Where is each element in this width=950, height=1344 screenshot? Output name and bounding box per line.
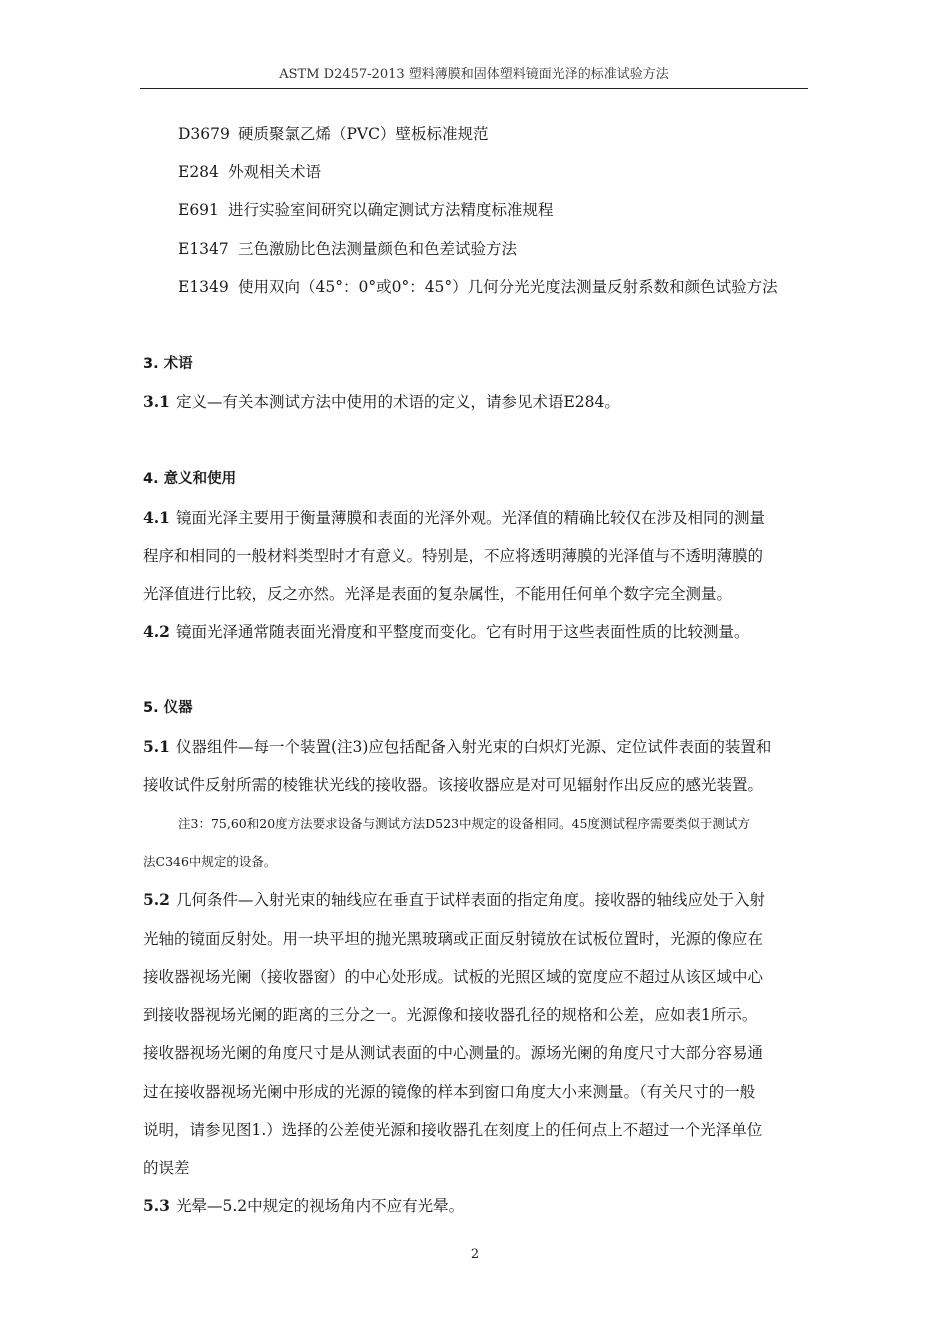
reference-text: 外观相关术语 [228, 163, 322, 181]
paragraph-5-3 [143, 1196, 464, 1216]
paragraph-5-2-line: 的误差 [143, 1159, 190, 1177]
paragraph-4-1-line [143, 508, 765, 528]
clause-number: 5.3 [143, 1196, 170, 1215]
reference-item [178, 239, 517, 259]
reference-text: 进行实验室间研究以确定测试方法精度标准规程 [228, 201, 554, 219]
clause-number: 5.1 [143, 737, 170, 756]
paragraph-5-2-line: 到接收器视场光阑的距离的三分之一。光源像和接收器孔径的规格和公差，应如表1所示。 [143, 1006, 758, 1024]
paragraph-5-2-line: 过在接收器视场光阑中形成的光源的镜像的样本到窗口角度大小来测量。（有关尺寸的一般 [143, 1083, 756, 1101]
paragraph-3-1 [143, 392, 620, 412]
running-header: ASTM D2457-2013 塑料薄膜和固体塑料镜面光泽的标准试验方法 [279, 67, 669, 82]
paragraph-text: 镜面光泽通常随表面光滑度和平整度而变化。它有时用于这些表面性质的比较测量。 [175, 623, 750, 641]
reference-text: 硬质聚氯乙烯（PVC）壁板标准规范 [238, 125, 489, 143]
section-heading-significance: 4. 意义和使用 [143, 471, 237, 487]
paragraph-text: 光晕—5.2中规定的视场角内不应有光晕。 [175, 1197, 465, 1215]
reference-code: E284 [178, 163, 219, 181]
clause-number: 3.1 [143, 392, 170, 411]
header-rule [140, 88, 808, 89]
reference-item [178, 277, 778, 297]
clause-number: 5.2 [143, 890, 170, 909]
reference-item [178, 200, 554, 220]
paragraph-5-2-line: 接收器视场光阑的角度尺寸是从测试表面的中心测量的。源场光阑的角度尺寸大部分容易通 [143, 1044, 764, 1062]
paragraph-5-2-line: 接收器视场光阑（接收器窗）的中心处形成。试板的光照区域的宽度应不超过从该区域中心 [143, 968, 764, 986]
note-3-line: 注3：75,60和20度方法要求设备与测试方法D523中规定的设备相同。45度测试程序需要类似于测试方 [178, 816, 750, 831]
reference-code: D3679 [178, 125, 230, 143]
reference-text: 使用双向（45°：0°或0°：45°）几何分光光度法测量反射系数和颜色试验方法 [238, 278, 778, 296]
paragraph-5-2-line: 说明，请参见图1.）选择的公差使光源和接收器孔在刻度上的任何点上不超过一个光泽单位 [143, 1121, 763, 1139]
paragraph-text: 仪器组件—每一个装置(注3)应包括配备入射光束的白炽灯光源、定位试件表面的装置和 [175, 738, 772, 756]
reference-item [178, 162, 321, 182]
note-3-line: 法C346中规定的设备。 [143, 854, 277, 869]
paragraph-5-2-line [143, 890, 765, 910]
reference-code: E1349 [178, 278, 229, 296]
paragraph-text: 几何条件—入射光束的轴线应在垂直于试样表面的指定角度。接收器的轴线应处于入射 [175, 891, 765, 909]
paragraph-text: 定义—有关本测试方法中使用的术语的定义，请参见术语E284。 [175, 393, 620, 411]
paragraph-text: 镜面光泽主要用于衡量薄膜和表面的光泽外观。光泽值的精确比较仅在涉及相同的测量 [175, 509, 765, 527]
paragraph-5-2-line: 光轴的镜面反射处。用一块平坦的抛光黑玻璃或正面反射镜放在试板位置时，光源的像应在 [143, 930, 764, 948]
reference-code: E691 [178, 201, 219, 219]
reference-item [178, 124, 488, 144]
paragraph-4-1-line: 光泽值进行比较，反之亦然。光泽是表面的复杂属性，不能用任何单个数字完全测量。 [143, 585, 733, 603]
section-heading-apparatus: 5. 仪器 [143, 700, 193, 716]
paragraph-4-2 [143, 622, 749, 642]
paragraph-5-1-line: 接收试件反射所需的棱锥状光线的接收器。该接收器应是对可见辐射作出反应的感光装置。 [143, 776, 764, 794]
reference-code: E1347 [178, 240, 229, 258]
paragraph-5-1-line [143, 737, 771, 757]
section-heading-terminology: 3. 术语 [143, 356, 193, 372]
page-number: 2 [470, 1247, 480, 1262]
clause-number: 4.1 [143, 508, 170, 527]
reference-text: 三色激励比色法测量颜色和色差试验方法 [238, 240, 518, 258]
paragraph-4-1-line: 程序和相同的一般材料类型时才有意义。特别是，不应将透明薄膜的光泽值与不透明薄膜的 [143, 547, 764, 565]
clause-number: 4.2 [143, 622, 170, 641]
